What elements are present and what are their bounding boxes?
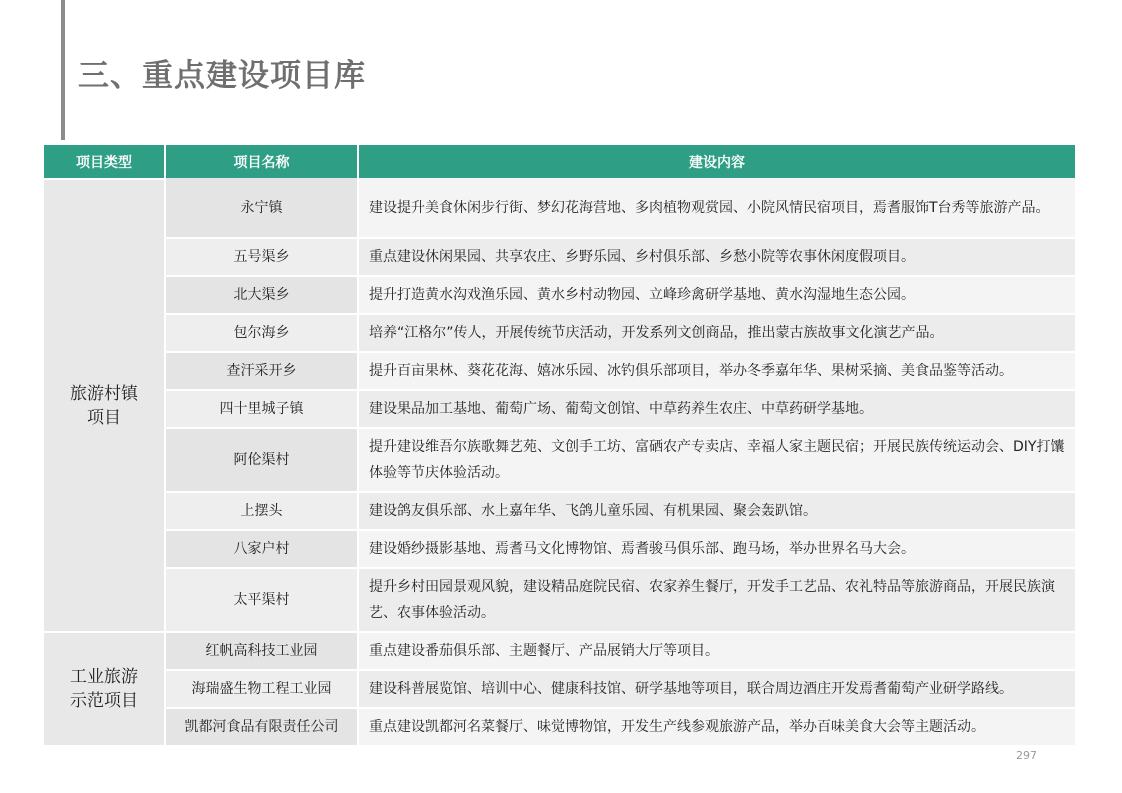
table-row bbox=[44, 429, 1075, 493]
project-name: 海瑞盛生物工程工业园 bbox=[166, 671, 359, 709]
title-accent-bar bbox=[61, 0, 65, 140]
table-row bbox=[44, 493, 1075, 531]
category-cell: 工业旅游 示范项目 bbox=[44, 633, 166, 747]
project-name: 四十里城子镇 bbox=[166, 391, 359, 429]
table-row bbox=[44, 315, 1075, 353]
project-content: 提升百亩果林、葵花花海、嬉冰乐园、冰钓俱乐部项目，举办冬季嘉年华、果树采摘、美食品鉴等活动。 bbox=[359, 353, 1075, 391]
project-content: 建设果品加工基地、葡萄广场、葡萄文创馆、中草药养生农庄、中草药研学基地。 bbox=[359, 391, 1075, 429]
header-project-name: 项目名称 bbox=[166, 145, 359, 178]
table-header-row bbox=[44, 145, 1075, 178]
header-construction-content: 建设内容 bbox=[359, 145, 1075, 178]
project-name: 上摆头 bbox=[166, 493, 359, 531]
table-row bbox=[44, 277, 1075, 315]
project-content: 提升建设维吾尔族歌舞艺苑、文创手工坊、富硒农产专卖店、幸福人家主题民宿；开展民族传统运动会、DIY打馕体验等节庆体验活动。 bbox=[359, 429, 1075, 493]
project-name: 查汗采开乡 bbox=[166, 353, 359, 391]
header-project-type: 项目类型 bbox=[44, 145, 166, 178]
project-name: 北大渠乡 bbox=[166, 277, 359, 315]
project-content: 建设鸽友俱乐部、水上嘉年华、飞鸽儿童乐园、有机果园、聚会轰趴馆。 bbox=[359, 493, 1075, 531]
table-row bbox=[44, 178, 1075, 239]
project-content: 重点建设凯都河名菜餐厅、味觉博物馆，开发生产线参观旅游产品，举办百味美食大会等主题活动。 bbox=[359, 709, 1075, 747]
project-content: 建设科普展览馆、培训中心、健康科技馆、研学基地等项目，联合周边酒庄开发焉耆葡萄产业研学路线。 bbox=[359, 671, 1075, 709]
project-content: 培养“江格尔”传人，开展传统节庆活动，开发系列文创商品，推出蒙古族故事文化演艺产品。 bbox=[359, 315, 1075, 353]
project-content: 建设提升美食休闲步行街、梦幻花海营地、多肉植物观赏园、小院风情民宿项目，焉耆服饰T台秀等旅游产品。 bbox=[359, 178, 1075, 239]
project-name: 凯都河食品有限责任公司 bbox=[166, 709, 359, 747]
category-cell: 旅游村镇 项目 bbox=[44, 178, 166, 633]
table-row bbox=[44, 391, 1075, 429]
project-content: 提升打造黄水沟戏渔乐园、黄水乡村动物园、立峰珍禽研学基地、黄水沟湿地生态公园。 bbox=[359, 277, 1075, 315]
project-name: 阿伦渠村 bbox=[166, 429, 359, 493]
table-row bbox=[44, 239, 1075, 277]
project-name: 永宁镇 bbox=[166, 178, 359, 239]
page-title: 三、重点建设项目库 bbox=[78, 58, 366, 94]
project-content: 重点建设休闲果园、共享农庄、乡野乐园、乡村俱乐部、乡愁小院等农事休闲度假项目。 bbox=[359, 239, 1075, 277]
project-content: 提升乡村田园景观风貌，建设精品庭院民宿、农家养生餐厅，开发手工艺品、农礼特品等旅游商品，开展民族演艺、农事体验活动。 bbox=[359, 569, 1075, 633]
project-content: 建设婚纱摄影基地、焉耆马文化博物馆、焉耆骏马俱乐部、跑马场，举办世界名马大会。 bbox=[359, 531, 1075, 569]
table-row bbox=[44, 531, 1075, 569]
table-row bbox=[44, 709, 1075, 747]
table-row bbox=[44, 671, 1075, 709]
project-name: 包尔海乡 bbox=[166, 315, 359, 353]
project-name: 太平渠村 bbox=[166, 569, 359, 633]
table-row bbox=[44, 569, 1075, 633]
project-table bbox=[44, 145, 1075, 747]
project-name: 红帆高科技工业园 bbox=[166, 633, 359, 671]
project-content: 重点建设番茄俱乐部、主题餐厅、产品展销大厅等项目。 bbox=[359, 633, 1075, 671]
project-name: 五号渠乡 bbox=[166, 239, 359, 277]
table-row bbox=[44, 633, 1075, 671]
page-number: 297 bbox=[1016, 749, 1037, 762]
table-row bbox=[44, 353, 1075, 391]
project-name: 八家户村 bbox=[166, 531, 359, 569]
